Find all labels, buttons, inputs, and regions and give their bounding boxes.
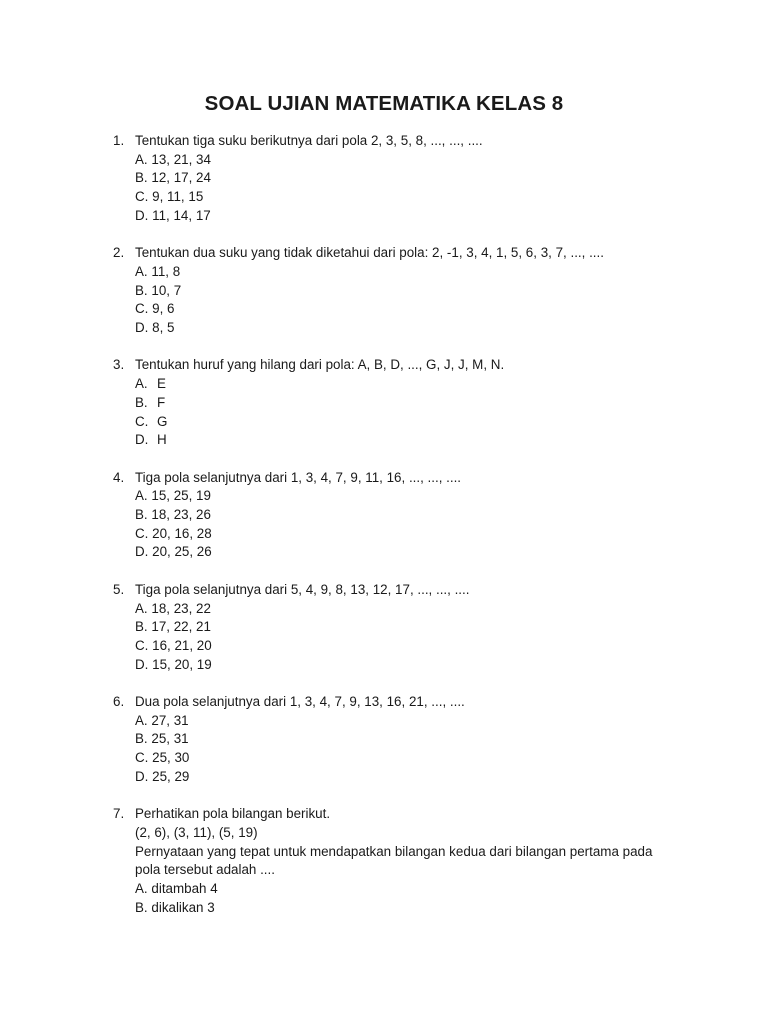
option-letter: D. xyxy=(135,432,149,448)
option-d xyxy=(135,207,703,226)
question-text: Dua pola selanjutnya dari 1, 3, 4, 7, 9, 13, 16, 21, ..., .... xyxy=(135,694,465,710)
question-item xyxy=(113,693,703,787)
question-text: Tiga pola selanjutnya dari 1, 3, 4, 7, 9, 11, 16, ..., ..., .... xyxy=(135,469,462,485)
option-text: 16, 21, 20 xyxy=(152,637,212,653)
option-a xyxy=(135,712,703,731)
option-text: E xyxy=(157,376,166,392)
option-letter: B. xyxy=(135,619,148,635)
option-d xyxy=(135,431,703,450)
question-number: 2. xyxy=(113,245,125,261)
option-letter: C. xyxy=(135,637,149,653)
option-letter: D. xyxy=(135,320,149,336)
option-text: F xyxy=(157,394,166,410)
option-letter: A. xyxy=(135,376,148,392)
option-b xyxy=(135,730,703,749)
question-text: Pernyataan yang tepat untuk mendapatkan bilangan kedua dari bilangan pertama pada xyxy=(135,843,653,859)
option-b xyxy=(135,394,703,413)
option-text: 10, 7 xyxy=(151,282,182,298)
number-pairs: (2, 6), (3, 11), (5, 19) xyxy=(135,824,258,840)
option-letter: D. xyxy=(135,656,149,672)
question-number: 1. xyxy=(113,133,125,148)
option-letter: B. xyxy=(135,899,148,915)
option-c xyxy=(135,300,703,319)
option-letter: C. xyxy=(135,750,149,766)
option-letter: C. xyxy=(135,189,149,205)
option-letter: A. xyxy=(135,881,148,897)
option-text: dikalikan 3 xyxy=(151,899,215,915)
question-text: Tentukan tiga suku berikutnya dari pola 2, 3, 5, 8, ..., ..., .... xyxy=(135,133,483,148)
option-text: H xyxy=(157,432,167,448)
question-item xyxy=(113,244,703,338)
option-letter: D. xyxy=(135,768,149,784)
option-d xyxy=(135,319,703,338)
question-item xyxy=(113,356,703,450)
option-text: 9, 6 xyxy=(152,301,175,317)
option-list xyxy=(135,487,703,562)
option-letter: B. xyxy=(135,394,148,410)
option-b xyxy=(135,506,703,525)
option-list xyxy=(135,600,703,675)
option-letter: A. xyxy=(135,263,148,279)
option-c xyxy=(135,637,703,656)
question-text: Tentukan huruf yang hilang dari pola: A, B, D, ..., G, J, J, M, N. xyxy=(135,357,505,373)
option-a xyxy=(135,375,703,394)
option-a xyxy=(135,600,703,619)
question-item xyxy=(113,581,703,675)
option-c xyxy=(135,525,703,544)
option-text: 8, 5 xyxy=(152,320,175,336)
option-d xyxy=(135,768,703,787)
option-letter: C. xyxy=(135,525,149,541)
question-number: 6. xyxy=(113,694,125,710)
option-text: 17, 22, 21 xyxy=(151,619,211,635)
option-text: 25, 29 xyxy=(152,768,190,784)
option-letter: D. xyxy=(135,544,149,560)
option-letter: A. xyxy=(135,600,148,616)
option-text: 27, 31 xyxy=(151,712,189,728)
option-text: 20, 25, 26 xyxy=(152,544,212,560)
option-a xyxy=(135,487,703,506)
option-letter: D. xyxy=(135,207,149,223)
option-text: 25, 30 xyxy=(152,750,190,766)
question-number: 4. xyxy=(113,469,125,485)
option-letter: A. xyxy=(135,151,148,167)
option-letter: B. xyxy=(135,282,148,298)
option-c xyxy=(135,413,703,432)
option-c xyxy=(135,749,703,768)
option-a xyxy=(135,880,703,899)
option-text: 15, 25, 19 xyxy=(151,488,211,504)
question-item xyxy=(113,469,703,563)
option-letter: B. xyxy=(135,731,148,747)
option-text: 18, 23, 26 xyxy=(151,507,211,523)
option-text: 13, 21, 34 xyxy=(151,151,211,167)
option-list xyxy=(135,151,703,226)
option-letter: B. xyxy=(135,507,148,523)
option-list xyxy=(135,880,703,917)
option-text: ditambah 4 xyxy=(151,881,218,897)
option-list xyxy=(135,375,703,450)
option-list xyxy=(135,712,703,787)
option-text: 11, 8 xyxy=(151,263,181,279)
question-item xyxy=(113,805,703,917)
option-a xyxy=(135,151,703,170)
option-list xyxy=(135,263,703,338)
option-letter: C. xyxy=(135,301,149,317)
question-item xyxy=(113,132,703,226)
option-letter: A. xyxy=(135,712,148,728)
page-title: SOAL UJIAN MATEMATIKA KELAS 8 xyxy=(204,92,564,115)
question-text: pola tersebut adalah .... xyxy=(135,862,275,878)
question-text: Tiga pola selanjutnya dari 5, 4, 9, 8, 13, 12, 17, ..., ..., .... xyxy=(135,581,470,597)
question-list xyxy=(113,132,703,936)
option-d xyxy=(135,656,703,675)
option-text: 15, 20, 19 xyxy=(152,656,212,672)
option-d xyxy=(135,543,703,562)
option-text: 18, 23, 22 xyxy=(151,600,211,616)
option-a xyxy=(135,263,703,282)
question-number: 3. xyxy=(113,357,125,373)
question-number: 7. xyxy=(113,806,125,822)
option-text: 20, 16, 28 xyxy=(152,525,212,541)
option-text: 11, 14, 17 xyxy=(152,207,211,223)
option-b xyxy=(135,282,703,301)
option-b xyxy=(135,169,703,188)
option-text: 9, 11, 15 xyxy=(152,189,204,205)
question-text: Perhatikan pola bilangan berikut. xyxy=(135,806,331,822)
option-text: G xyxy=(157,413,168,429)
option-letter: B. xyxy=(135,170,148,186)
question-text: Tentukan dua suku yang tidak diketahui dari pola: 2, -1, 3, 4, 1, 5, 6, 3, 7, ..., .... xyxy=(135,245,604,261)
question-number: 5. xyxy=(113,581,125,597)
option-text: 12, 17, 24 xyxy=(151,170,211,186)
option-text: 25, 31 xyxy=(151,731,189,747)
option-b xyxy=(135,899,703,918)
option-letter: A. xyxy=(135,488,148,504)
option-c xyxy=(135,188,703,207)
option-b xyxy=(135,618,703,637)
option-letter: C. xyxy=(135,413,149,429)
